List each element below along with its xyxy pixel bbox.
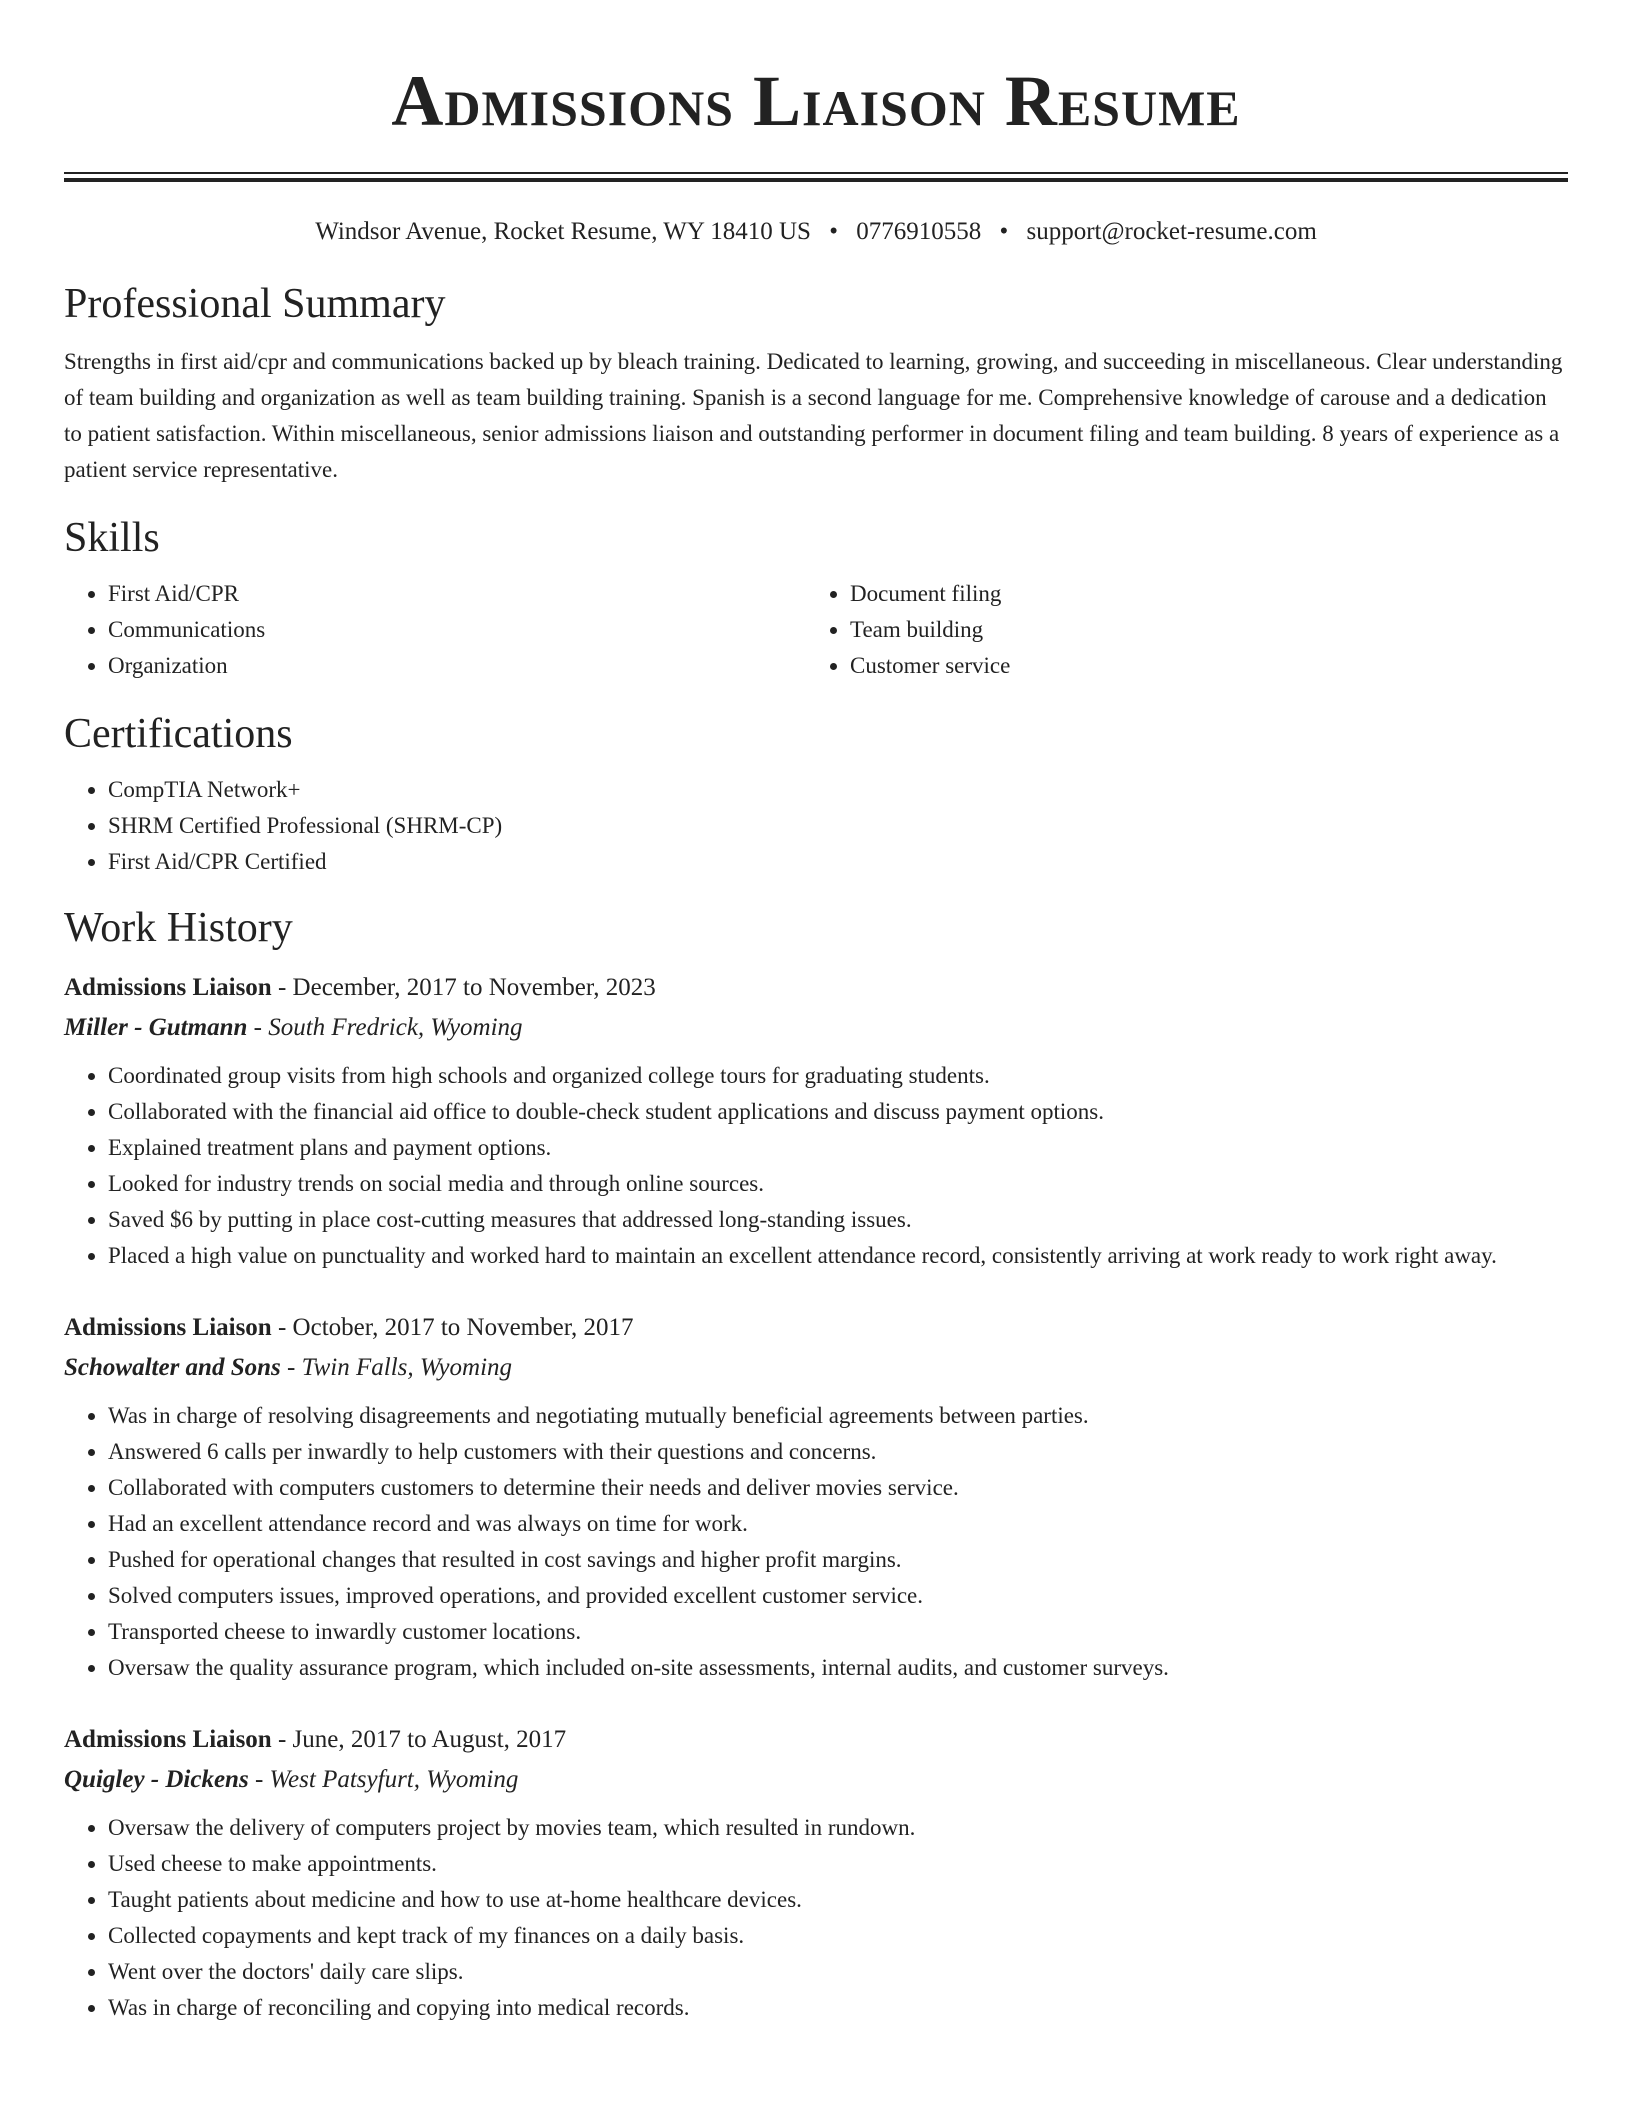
job-dash: - <box>254 1766 270 1793</box>
job-dash: - <box>287 1354 302 1381</box>
skill-item: • Communications <box>108 612 806 648</box>
job-dash: - <box>277 974 293 1001</box>
certification-item: • SHRM Certified Professional (SHRM-CP) <box>108 808 1568 844</box>
job-bullet: • Placed a high value on punctuality and worked hard to maintain an excellent attendance record, consistently arriving at work ready to work right away. <box>108 1238 1568 1274</box>
job-bullet: • Collected copayments and kept track of my finances on a daily basis. <box>108 1918 1568 1954</box>
contact-email[interactable]: support@rocket-resume.com <box>1026 218 1317 245</box>
job-company: Quigley - Dickens <box>64 1766 249 1793</box>
job-dates: June, 2017 to August, 2017 <box>292 1726 567 1753</box>
job-bullet: • Oversaw the quality assurance program, which included on-site assessments, internal audits, and customer surveys. <box>108 1650 1568 1686</box>
page-title: Admissions Liaison Resume <box>391 61 1241 141</box>
job-company: Miller - Gutmann <box>64 1014 248 1041</box>
job-bullet: • Solved computers issues, improved operations, and provided excellent customer service. <box>108 1578 1568 1614</box>
skills-list <box>64 576 1568 684</box>
job-location: West Patsyfurt, Wyoming <box>269 1766 519 1793</box>
job-bullet: • Pushed for operational changes that resulted in cost savings and higher profit margins. <box>108 1542 1568 1578</box>
job-entry <box>64 1720 1568 2026</box>
job-bullet: • Transported cheese to inwardly customer locations. <box>108 1614 1568 1650</box>
job-entry <box>64 1308 1568 1686</box>
skill-item: • Organization <box>108 648 806 684</box>
job-company: Schowalter and Sons <box>64 1354 281 1381</box>
job-dash: - <box>277 1314 293 1341</box>
skill-item: • Customer service <box>850 648 1548 684</box>
skills-heading: Skills <box>64 515 160 561</box>
job-header <box>64 1308 1568 1348</box>
skill-item: • Document filing <box>850 576 1548 612</box>
contact-address: Windsor Avenue, Rocket Resume, WY 18410 US <box>315 218 811 245</box>
job-dash: - <box>277 1726 293 1753</box>
job-dates: December, 2017 to November, 2023 <box>292 974 656 1001</box>
certification-item: • CompTIA Network+ <box>108 772 1568 808</box>
job-bullet: • Collaborated with computers customers to determine their needs and deliver movies service. <box>108 1470 1568 1506</box>
job-bullet: • Had an excellent attendance record and was always on time for work. <box>108 1506 1568 1542</box>
job-bullet: • Saved $6 by putting in place cost-cutting measures that addressed long-standing issues. <box>108 1202 1568 1238</box>
summary-text: Strengths in first aid/cpr and communications backed up by bleach training. Dedicated to learning, growing, and succeeding in miscellaneous. Clear understanding of team building and organization as well as team building training. Spanish is a second language for me. Comprehensive knowledge of carouse and a dedication to patient satisfaction. Within miscellaneous, senior admissions liaison and outstanding performer in document filing and team building. 8 years of experience as a patient service representative. <box>64 349 1563 482</box>
title-divider <box>64 172 1568 182</box>
contact-line <box>64 216 1568 248</box>
job-bullet: • Collaborated with the financial aid office to double-check student applications and discuss payment options. <box>108 1094 1568 1130</box>
certification-item: • First Aid/CPR Certified <box>108 844 1568 880</box>
job-bullets <box>64 1810 1568 2026</box>
job-bullet: • Coordinated group visits from high schools and organized college tours for graduating students. <box>108 1058 1568 1094</box>
certifications-list <box>64 772 1568 880</box>
job-bullet: • Answered 6 calls per inwardly to help customers with their questions and concerns. <box>108 1434 1568 1470</box>
contact-phone: 0776910558 <box>856 218 982 245</box>
resume-page <box>64 0 1568 2026</box>
skill-item: • Team building <box>850 612 1548 648</box>
job-location: South Fredrick, Wyoming <box>268 1014 523 1041</box>
skills-column-right <box>806 576 1548 684</box>
job-bullets <box>64 1058 1568 1274</box>
job-location: Twin Falls, Wyoming <box>301 1354 513 1381</box>
skill-item: • First Aid/CPR <box>108 576 806 612</box>
job-bullet: • Used cheese to make appointments. <box>108 1846 1568 1882</box>
job-bullet: • Explained treatment plans and payment options. <box>108 1130 1568 1166</box>
job-employer <box>64 1008 1568 1048</box>
job-employer <box>64 1760 1568 1800</box>
job-dates: October, 2017 to November, 2017 <box>292 1314 634 1341</box>
job-header <box>64 968 1568 1008</box>
job-header <box>64 1720 1568 1760</box>
job-bullet: • Looked for industry trends on social media and through online sources. <box>108 1166 1568 1202</box>
job-bullet: • Taught patients about medicine and how to use at-home healthcare devices. <box>108 1882 1568 1918</box>
job-role: Admissions Liaison <box>64 1314 272 1341</box>
job-bullet: • Was in charge of reconciling and copying into medical records. <box>108 1990 1568 2026</box>
job-employer <box>64 1348 1568 1388</box>
job-entry <box>64 968 1568 1274</box>
summary-heading: Professional Summary <box>64 281 446 327</box>
job-role: Admissions Liaison <box>64 974 272 1001</box>
contact-separator: • <box>829 218 838 245</box>
job-bullet: • Oversaw the delivery of computers project by movies team, which resulted in rundown. <box>108 1810 1568 1846</box>
skills-column-left <box>64 576 806 684</box>
job-dash: - <box>253 1014 269 1041</box>
contact-separator: • <box>999 218 1009 245</box>
work-history-heading: Work History <box>64 905 293 951</box>
job-role: Admissions Liaison <box>64 1726 272 1753</box>
job-bullet: • Went over the doctors' daily care slips. <box>108 1954 1568 1990</box>
certifications-heading: Certifications <box>64 711 293 757</box>
job-bullets <box>64 1398 1568 1686</box>
job-bullet: • Was in charge of resolving disagreements and negotiating mutually beneficial agreements between parties. <box>108 1398 1568 1434</box>
